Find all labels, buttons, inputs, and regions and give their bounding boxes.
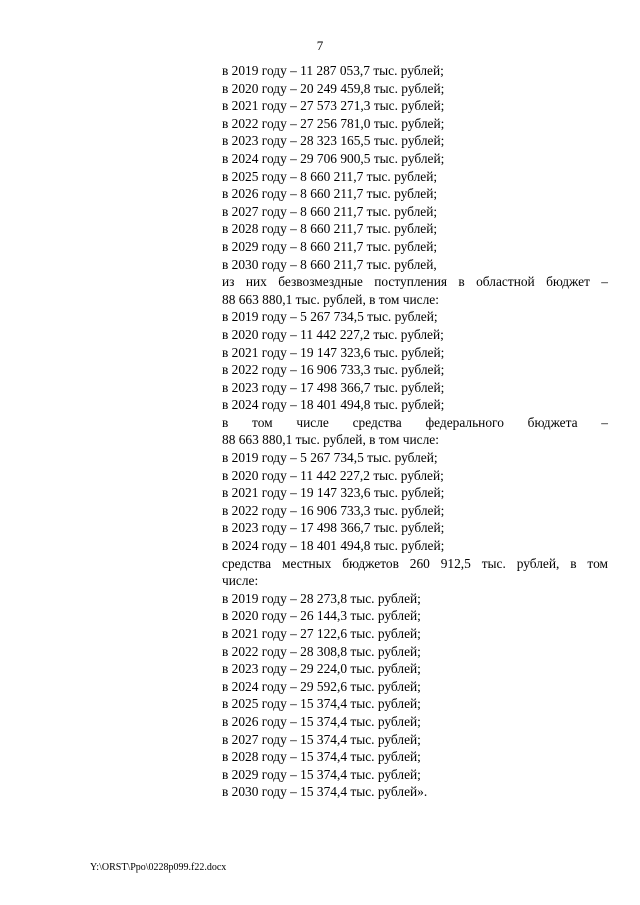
text-line: в 2030 году – 15 374,4 тыс. рублей». <box>222 784 428 800</box>
text-line: в 2019 году – 5 267 734,5 тыс. рублей; <box>222 309 438 325</box>
text-line: 88 663 880,1 тыс. рублей, в том числе: <box>222 291 439 307</box>
text-line: в 2022 году – 27 256 781,0 тыс. рублей; <box>222 115 445 131</box>
text-line: в 2019 году – 5 267 734,5 тыс. рублей; <box>222 450 438 466</box>
text-line: в 2026 году – 8 660 211,7 тыс. рублей; <box>222 186 438 202</box>
text-line: 88 663 880,1 тыс. рублей, в том числе: <box>222 432 439 448</box>
text-line: в 2030 году – 8 660 211,7 тыс. рублей, <box>222 256 437 272</box>
text-line: в 2020 году – 26 144,3 тыс. рублей; <box>222 608 421 624</box>
text-line: в 2026 году – 15 374,4 тыс. рублей; <box>222 713 421 729</box>
text-line: в 2021 году – 27 122,6 тыс. рублей; <box>222 626 421 641</box>
text-line: в 2019 году – 28 273,8 тыс. рублей; <box>222 590 421 606</box>
text-line: в 2020 году – 11 442 227,2 тыс. рублей; <box>222 467 444 483</box>
text-line: в 2023 году – 17 498 366,7 тыс. рублей; <box>222 379 445 395</box>
text-line: в 2021 году – 27 573 271,3 тыс. рублей; <box>222 98 445 114</box>
text-line: в 2027 году – 8 660 211,7 тыс. рублей; <box>222 203 438 219</box>
text-line: в 2028 году – 8 660 211,7 тыс. рублей; <box>222 221 438 237</box>
text-line: в 2020 году – 11 442 227,2 тыс. рублей; <box>222 326 444 342</box>
text-line: в 2022 году – 16 906 733,3 тыс. рублей; <box>222 502 445 518</box>
text-line: в 2019 году – 11 287 053,7 тыс. рублей; <box>222 63 444 78</box>
text-line: в 2024 году – 18 401 494,8 тыс. рублей; <box>222 538 445 554</box>
text-line: в 2023 году – 29 224,0 тыс. рублей; <box>222 661 421 677</box>
text-line: в 2024 году – 18 401 494,8 тыс. рублей; <box>222 397 445 413</box>
text-line: в 2028 году – 15 374,4 тыс. рублей; <box>222 749 421 765</box>
page-number: 7 <box>316 38 324 53</box>
text-line: в 2027 году – 15 374,4 тыс. рублей; <box>222 731 421 747</box>
text-line: в 2020 году – 20 249 459,8 тыс. рублей; <box>222 80 445 96</box>
text-line: в 2029 году – 15 374,4 тыс. рублей; <box>222 766 421 782</box>
text-line-justified: средства местных бюджетов 260 912,5 тыс. рублей, в том <box>222 555 608 571</box>
text-line: числе: <box>222 573 259 589</box>
text-line: в 2021 году – 19 147 323,6 тыс. рублей; <box>222 344 445 360</box>
text-line: в 2025 году – 15 374,4 тыс. рублей; <box>222 696 421 712</box>
text-line-justified: из них безвозмездные поступления в областной бюджет – <box>222 274 608 290</box>
text-line: в 2021 году – 19 147 323,6 тыс. рублей; <box>222 485 445 501</box>
text-line: в 2023 году – 28 323 165,5 тыс. рублей; <box>222 133 445 149</box>
budget-text-block <box>222 62 608 801</box>
text-line: в 2023 году – 17 498 366,7 тыс. рублей; <box>222 520 445 536</box>
text-line-justified: в том числе средства федерального бюджета – <box>222 414 608 430</box>
text-line: в 2025 году – 8 660 211,7 тыс. рублей; <box>222 168 438 184</box>
text-line: в 2024 году – 29 706 900,5 тыс. рублей; <box>222 150 445 166</box>
text-line: в 2022 году – 28 308,8 тыс. рублей; <box>222 643 421 659</box>
text-line: в 2022 году – 16 906 733,3 тыс. рублей; <box>222 362 445 378</box>
text-line: в 2024 году – 29 592,6 тыс. рублей; <box>222 678 421 694</box>
footer-file-path: Y:\ORST\Ppo\0228p099.f22.docx <box>90 862 227 873</box>
text-line: в 2029 году – 8 660 211,7 тыс. рублей; <box>222 238 438 254</box>
